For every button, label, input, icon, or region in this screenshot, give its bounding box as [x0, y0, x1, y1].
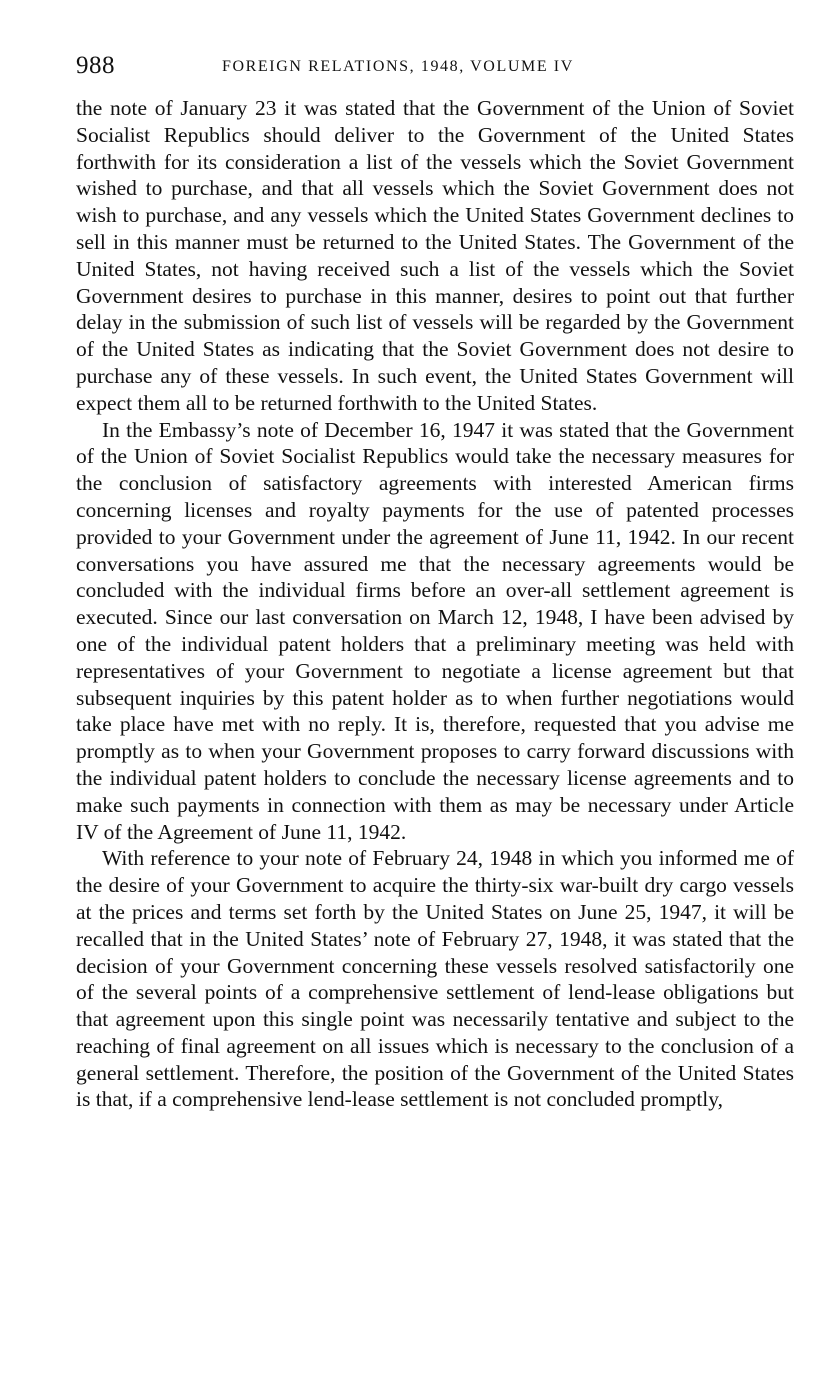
paragraph-continued: the note of January 23 it was stated that the Government of the Union of Soviet Socialist Republics should deliver to the Government of the United States forthwith for its consideration a list of the vessels which the Soviet Government wished to purchase, and that all vessels which the Soviet Government does not wish to purchase, and any vessels which the United States Government declines to sell in this manner must be returned to the United States. The Government of the United States, not having received such a list of the vessels which the Soviet Government desires to purchase in this manner, desires to point out that further delay in the submission of such list of vessels will be regarded by the Government of the United States as indicating that the Soviet Government does not desire to purchase any of these vessels. In such event, the United States Government will expect them all to be returned forthwith to the United States. — [76, 96, 794, 415]
running-header — [76, 52, 794, 86]
paragraph-cargo-vessels: With reference to your note of February 24, 1948 in which you informed me of the desire of your Government to acquire the thirty-six war-built dry cargo vessels at the prices and terms set forth by the United States on June 25, 1947, it will be recalled that in the United States’ note of February 27, 1948, it was stated that the decision of your Government concerning these vessels resolved satisfactorily one of the several points of a comprehensive settlement of lend-lease obligations but that agreement upon this single point was necessarily tentative and subject to the reaching of final agreement on all issues which is necessary to the conclusion of a general settlement. Therefore, the position of the Government of the United States is that, if a comprehensive lend-lease settlement is not concluded promptly, — [76, 846, 794, 1112]
page-number: 988 — [76, 52, 115, 79]
document-page — [76, 52, 794, 1113]
body-text — [76, 95, 794, 1113]
paragraph-patent-licenses: In the Embassy’s note of December 16, 1947 it was stated that the Government of the Union of Soviet Socialist Republics would take the necessary measures for the conclusion of satisfactory agreements with interested American firms concerning licenses and royalty payments for the use of patented processes provided to your Government under the agreement of June 11, 1942. In our recent conversations you have assured me that the necessary agreements would be concluded with the individual firms before an over-all settlement agreement is executed. Since our last conversation on March 12, 1948, I have been advised by one of the individual patent holders that a preliminary meeting was held with representatives of your Government to negotiate a license agreement but that subsequent inquiries by this patent holder as to when further negotiations would take place have met with no reply. It is, therefore, requested that you advise me promptly as to when your Government proposes to carry forward discussions with the individual patent holders to conclude the necessary license agreements and to make such payments in connection with them as may be necessary under Article IV of the Agreement of June 11, 1942. — [76, 417, 794, 844]
running-header-title: FOREIGN RELATIONS, 1948, VOLUME IV — [222, 58, 574, 75]
